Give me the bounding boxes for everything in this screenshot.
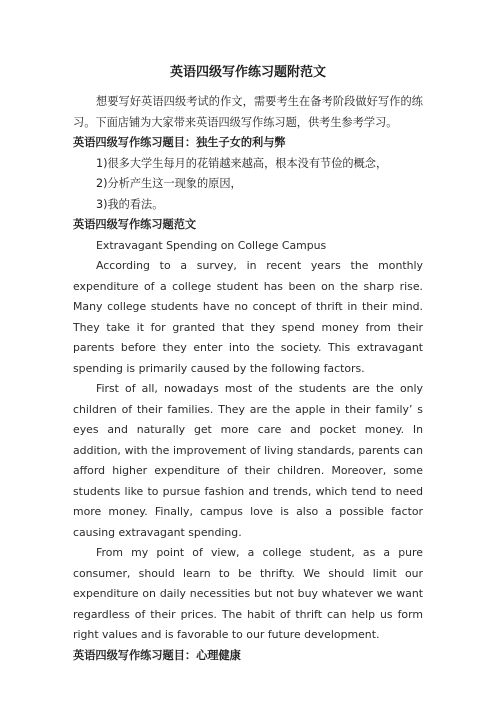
essay-title: Extravagant Spending on College Campus [96,238,327,252]
essay-paragraph-2: First of all, nowadays most of the students are the only children of their families. They are the apple in their family’ s eyes and naturally get more care and pocket money. In addition, with the improvement of living standards, parents can afford higher expenditure of their children. Moreover, some students like to pursue fashion and trends, which tend to need more money. Finally, campus love is also a possible factor causing extravagant spending. [73,382,423,539]
topic2-heading: 英语四级写作练习题目：心理健康 [73,648,241,662]
topic1-point-3: 3)我的看法。 [96,197,164,211]
document-title: 英语四级写作练习题附范文 [169,65,326,80]
essay-paragraph-3: From my point of view, a college student, as a pure consumer, should learn to be thrifty. We should limit our expenditure on daily necessities but not buy whatever we want regardless of their prices. The habit of thrift can help us form right values and is favorable to our future development. [73,546,423,641]
intro-paragraph: 想要写好英语四级考试的作文，需要考生在备考阶段做好写作的练习。下面店铺为大家带来英语四级写作练习题，供考生参考学习。 [73,95,423,129]
topic1-point-2: 2)分析产生这一现象的原因， [96,177,242,190]
essay-paragraph-1: According to a survey, in recent years the monthly expenditure of a college student has been on the sharp rise. Many college students have no concept of thrift in their mind. They take it for granted that they spend money from their parents before they enter into the society. This extravagant spending is primarily caused by the following factors. [73,259,423,375]
topic1-heading: 英语四级写作练习题目：独生子女的利与弊 [73,136,286,149]
topic1-point-1: 1)很多大学生每月的花销越来越高，根本没有节俭的概念， [96,156,388,170]
sample-heading: 英语四级写作练习题范文 [73,218,197,231]
document-body [73,92,423,666]
